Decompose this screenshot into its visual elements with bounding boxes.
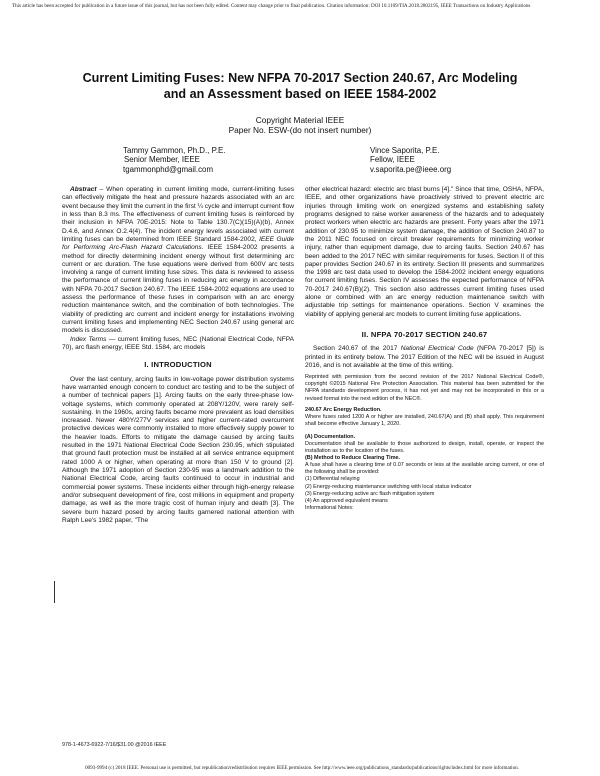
author-1-email: tgammonphd@gmail.com <box>123 164 214 174</box>
section-240-67-text: Where fuses rated 1200 A or higher are installed, 240.67(A) and (B) shall apply. This requirement shall become effective January 1, 2020. <box>305 413 544 427</box>
section-240-67-heading: 240.67 Arc Energy Reduction. <box>305 406 382 413</box>
index-terms-label: Index Terms <box>70 335 107 343</box>
paper-title-line-1: Current Limiting Fuses: New NFPA 70-2017 Section 240.67, Arc Modeling <box>82 71 518 85</box>
author-2-affiliation: Fellow, IEEE <box>370 155 415 165</box>
author-1 <box>123 146 225 174</box>
change-bar <box>54 581 55 603</box>
list-item: (4) An approved equivalent means <box>305 497 388 504</box>
author-2-name: Vince Saporita, P.E. <box>370 146 440 155</box>
right-column-text: other electrical hazard: electric arc blast burns [4]." Since that time, OSHA, NFPA, IEEE, and other organizations have proactively strived to prevent electric arc injuries through limiting work on energized systems and establishing safety programs designed to raise worker awareness of the hazards and to adequately protect workers when electric arc hazards are present. Forty years after the 1971 addition of 230.95 to minimize system damage, the addition of Section 240.87 to the 2011 NEC focused on circuit breaker requirements for minimizing worker injury, rather than equipment damage, due to arcing faults. Section 240.67 has been added to the 2017 NEC with similar requirements for fuses. Section II of this paper provides Section 240.67 in its entirety. Section III presents and summarizes the 1998 arc test data used to develop the 1584-2002 incident energy equations for current limiting fuses. Section IV assesses the expected performance of NFPA 70-2017 240.67(B)(2). This section also addresses current limiting fuses used alone or combined with an arc energy reduction maintenance switch with adjustable trip settings for maintenance operations. Section V examines the viability of applying general arc models to current limiting fuse applications. <box>305 186 544 318</box>
section-a-text: Documentation shall be available to those authorized to design, install, operate, or inspect the installation as to the location of the fuses. <box>305 441 544 455</box>
list-item: (3) Energy-reducing active arc flash mitigation system <box>305 490 435 497</box>
paper-title-line-2: and an Assessment based on IEEE 1584-2002 <box>163 87 437 101</box>
abstract-label: Abstract <box>70 186 97 193</box>
introduction-text: Over the last century, arcing faults in low-voltage power distribution systems have warranted enough concern to conduct arc testing and to be the subject of a number of technical papers [1]. Arcing faults on the early three-phase low-voltage systems, which commonly operated at 208Y/120V, were rarely self-sustaining. In the 1960s, arcing faults became more prevalent as load densities increased. Newer 480Y/277V services and higher current-rated overcurrent protective devices were commonly installed to more effectively supply power to the heavier loads. Efforts to mitigate the damage caused by arcing faults resulted in the 1971 National Electrical Code Section 230.95, which stipulated that ground fault protection must be installed at all service entrance equipment rated 1000 A or higher, when operating at more than 150 V to ground [2]. Although the 1971 adoption of Section 230-95 was a landmark addition to the National Electrical Code, arcing faults continued to occur in industrial and commercial power systems. These incidents either through high-energy release and/or subsequent development of fire, cost millions in equipment and property damage, as well as the more tragic cost of human injury and death [3]. The severe burn hazard posed by arcing faults garnered national attention with Ralph Lee's 1982 paper, "The <box>62 375 294 524</box>
author-1-affiliation: Senior Member, IEEE <box>124 155 200 165</box>
section-b-text: A fuse shall have a clearing time of 0.07 seconds or less at the available arcing current, or one of the following shall be provided: <box>305 462 544 476</box>
permission-footer: 0093-9994 (c) 2018 IEEE. Personal use is permitted, but republication/redistribution requires IEEE permission. See http://www.ieee.org/publications_standards/publications/rights/index.html for more information. <box>85 765 519 771</box>
section-2-heading: II. NFPA 70-2017 SECTION 240.67 <box>361 330 488 339</box>
reprint-note: Reprinted with permission from the second revision of the 2017 National Electrical Code®, copyright ©2015 National Fire Protection Association. This material has been submitted for the NFPA standards development process, it has not yet and may not be incorporated in this or a revised format into the next edition of the NEC®. <box>305 374 544 402</box>
paper-number: Paper No. ESW-(do not insert number) <box>228 125 372 135</box>
section-b-heading: (B) Method to Reduce Clearing Time. <box>305 455 401 462</box>
right-column <box>305 186 544 512</box>
journal-header-notice: This article has been accepted for publication in a future issue of this journal, but has not been fully edited. Content may change prior to final publication. Citation information: DOI 10.1109/TIA.2018.2802195, IEEE Transactions on Industry Applications <box>12 3 531 9</box>
left-column <box>62 186 294 525</box>
copyright-line: Copyright Material IEEE <box>255 115 345 125</box>
index-terms: Index Terms — current limiting fuses, NEC (National Electrical Code, NFPA 70), arc flash energy, IEEE Std. 1584, arc models <box>62 335 294 351</box>
list-item: (2) Energy-reducing maintenance switching with local status indicator <box>305 483 472 490</box>
author-1-name: Tammy Gammon, Ph.D., P.E. <box>123 146 226 155</box>
isbn-footer: 978-1-4673-6922-7/16/$31.00 @2016 IEEE <box>62 742 167 748</box>
author-2 <box>370 146 451 174</box>
section-a-heading: (A) Documentation. <box>305 433 356 440</box>
paper-title <box>50 70 550 102</box>
author-2-email: v.saporita.pe@ieee.org <box>370 164 452 174</box>
abstract: Abstract – When operating in current limiting mode, current-limiting fuses can effectively mitigate the heat and pressure hazards associated with an arc event because they limit the current in the first ¼ cycle and interrupt current flow in less than 8.3 ms. The effectiveness of current limiting fuses is reinforced by their inclusion in NFPA 70E-2015: Note to Table 130.7(C)(15)(A)(b), Annex D.4.6, and Annex O.2.4(4). The incident energy levels associated with current limiting fuses can be determined from IEEE Standard 1584-2002, IEEE Guide for Performing Arc-Flash Hazard Calculations. IEEE 1584-2002 presents a method for directly determining incident energy without first determining arc current or arc duration. The fuse equations were derived from 600V arc tests involving a range of current limiting fuse sizes. This data is reviewed to assess the performance of current limiting fuses in reducing arc energy in accordance with NFPA 70-2017 Section 240.67. The IEEE 1584-2002 equations are used to assess the performance of these fuses in comparison with an arc energy reduction maintenance switch, and the combination of both technologies. The viability of predicting arc current and incident energy for installations involving current limiting fuses and implementing NEC Section 240.67 using general arc models is discussed. <box>62 186 294 335</box>
list-item: (1) Differential relaying <box>305 476 360 483</box>
section-1-heading: I. INTRODUCTION <box>144 360 212 370</box>
section-2-text: Section 240.67 of the 2017 National Electrical Code (NFPA 70-2017 [5]) is printed in its entirety below. The 2017 Edition of the NEC will be issued in August 2016, and is not available at the time of this writing. <box>305 345 544 369</box>
informational-notes-label: Informational Notes: <box>305 504 354 511</box>
